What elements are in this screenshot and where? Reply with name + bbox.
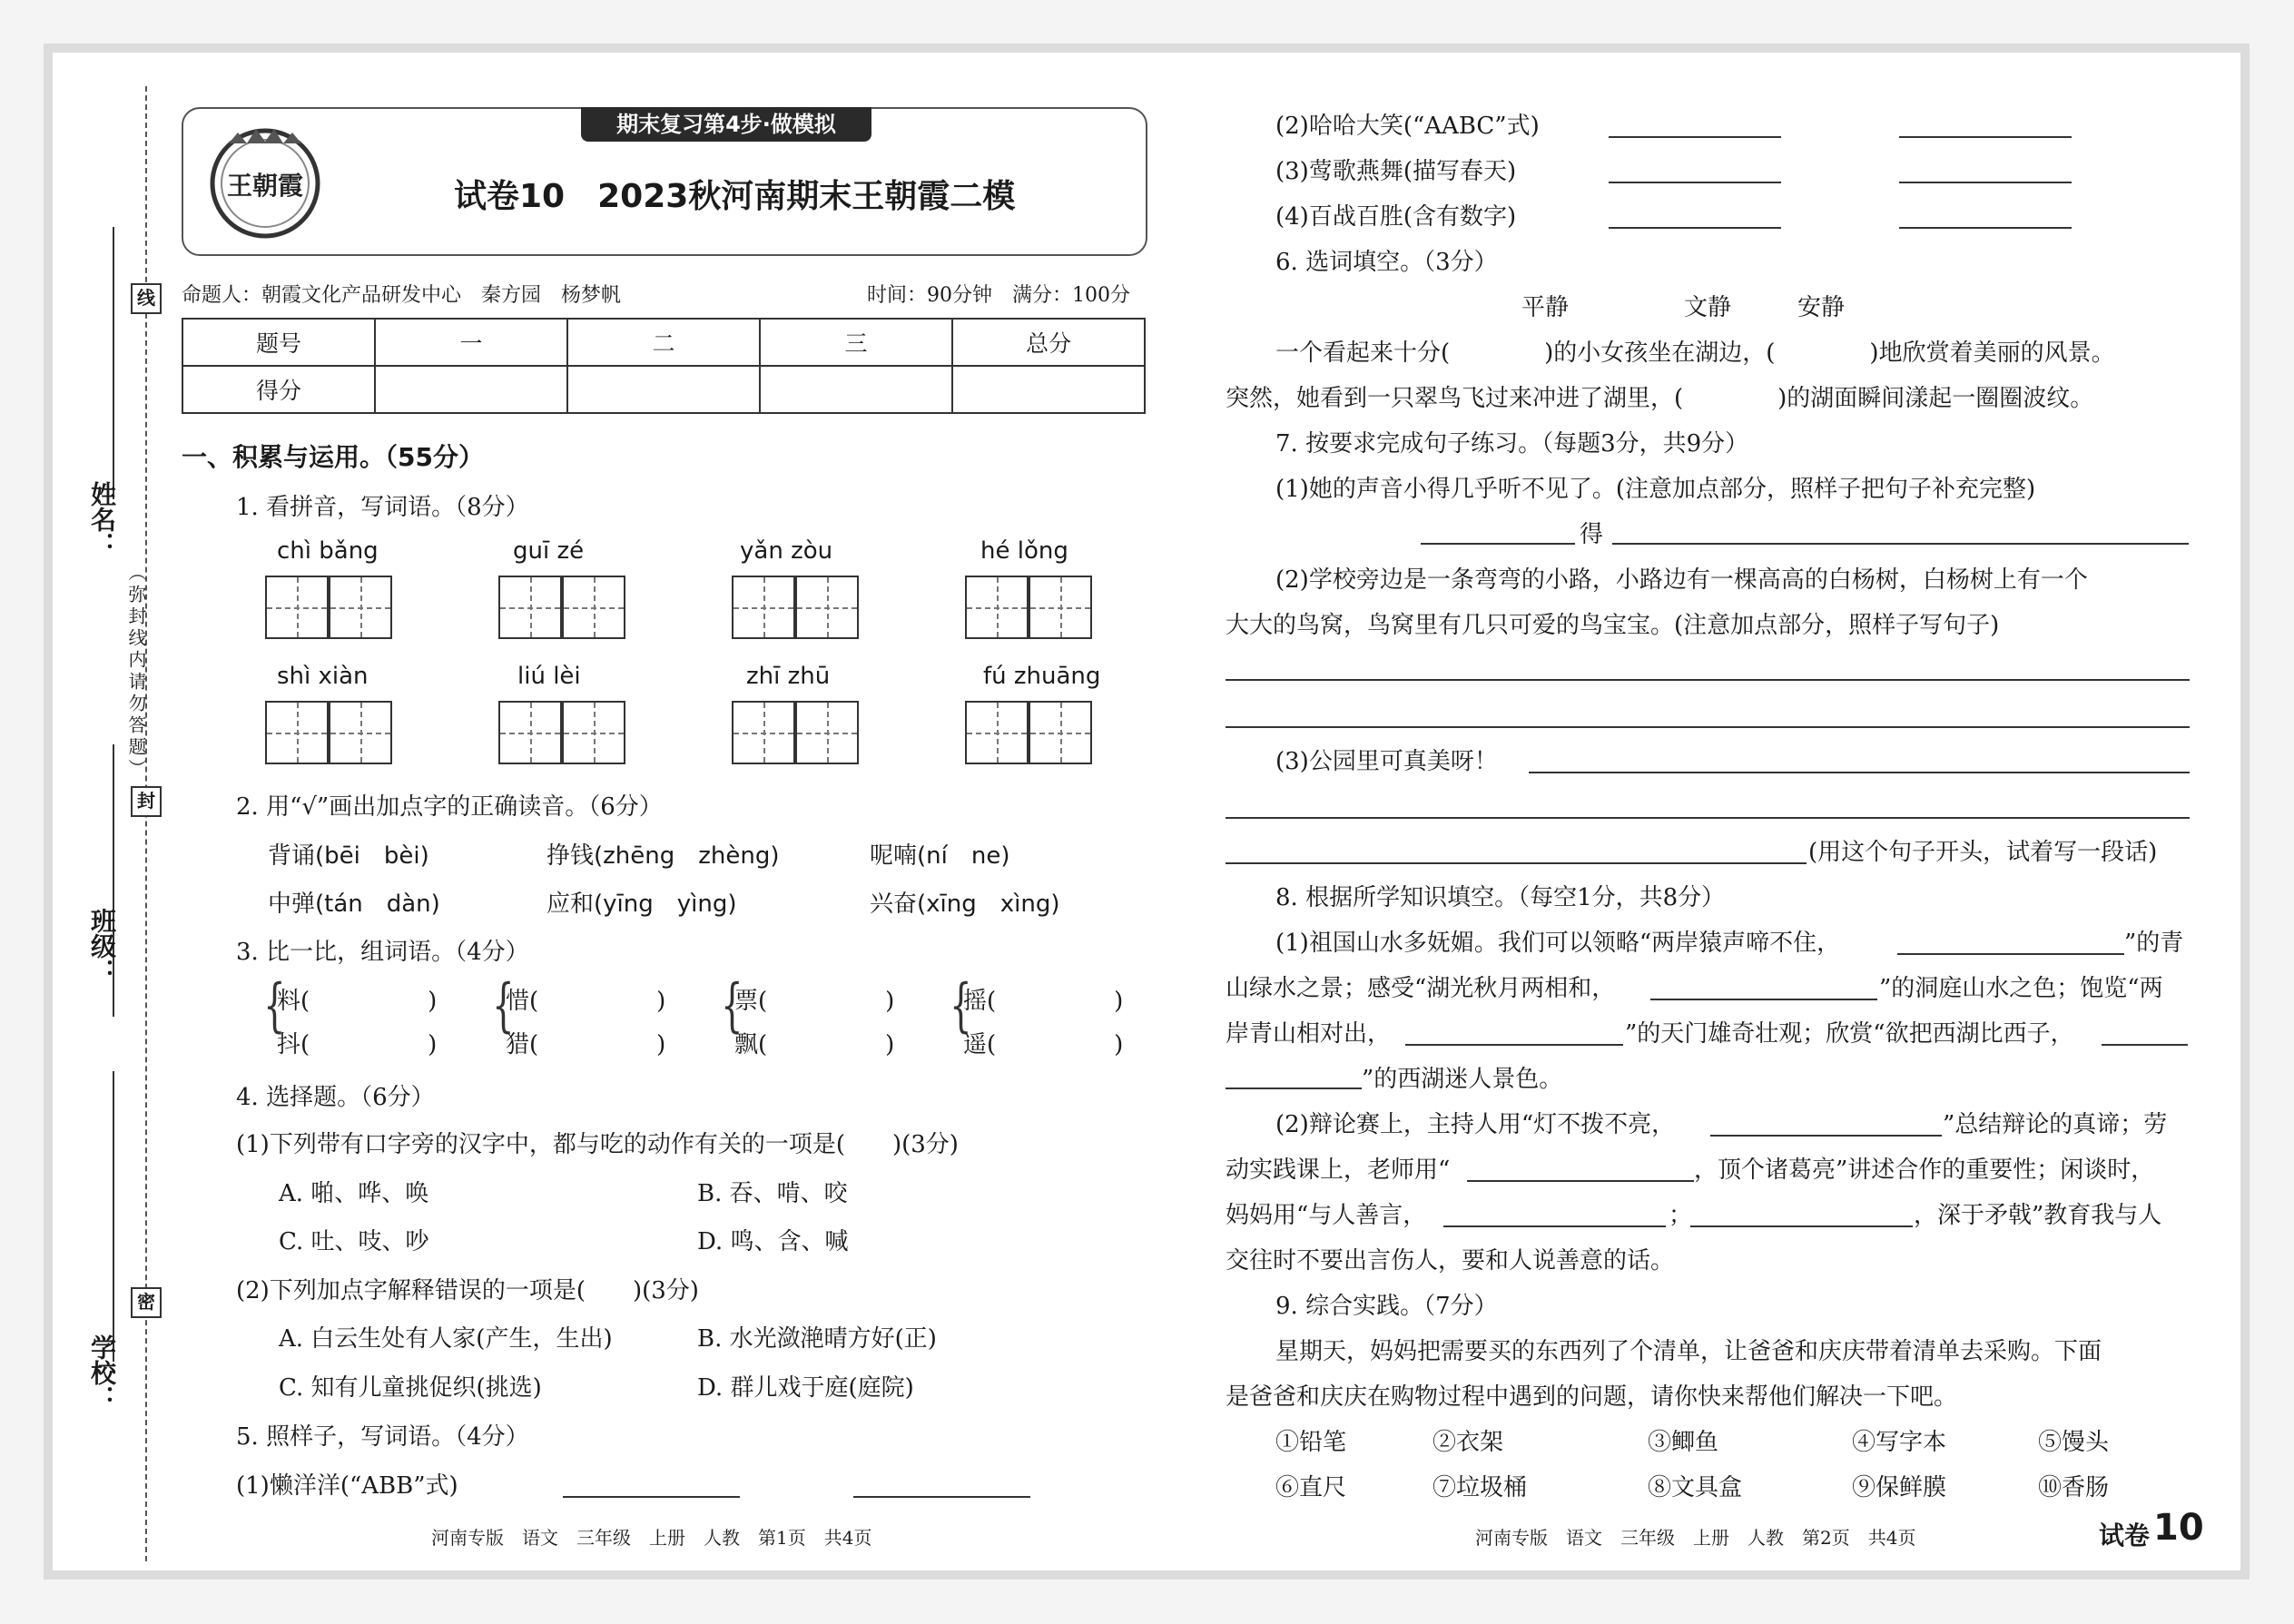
score-cell[interactable] <box>952 366 1145 413</box>
writing-box[interactable] <box>329 576 392 639</box>
footer-left: 河南专版 语文 三年级 上册 人教 第1页 共4页 <box>431 1527 872 1549</box>
q2-heading: 2. 用“√”画出加点字的正确读音。（6分） <box>236 793 663 821</box>
writing-box[interactable] <box>795 576 859 639</box>
pinyin-1: chì bǎng <box>277 537 379 565</box>
q2-item[interactable]: 挣钱(zhēng zhèng) <box>546 842 780 870</box>
answer-line[interactable] <box>1899 136 2072 138</box>
q6-word: 文静 <box>1684 294 1732 321</box>
brace: { <box>492 972 515 1039</box>
score-header-cell: 总分 <box>952 319 1145 366</box>
name-label: 姓名： <box>87 481 117 557</box>
writing-box[interactable] <box>732 576 795 639</box>
q4-2-option-c[interactable]: C. 知有儿童挑促织(挑选) <box>279 1374 542 1402</box>
answer-line[interactable] <box>1897 953 2124 955</box>
answer-line[interactable] <box>1467 1180 1694 1182</box>
q3-item[interactable]: 遥( ) <box>963 1031 1124 1058</box>
q8-line6: 动实践课上，老师用“ <box>1226 1156 1451 1184</box>
writing-box[interactable] <box>1029 576 1092 639</box>
section-1-heading: 一、积累与运用。（55分） <box>182 442 484 472</box>
score-table <box>182 318 1146 414</box>
school-line <box>113 1071 114 1362</box>
writing-box[interactable] <box>562 576 625 639</box>
q7-3: (3)公园里可真美呀！ <box>1275 748 1498 775</box>
q2-item[interactable]: 背诵(bēi bèi) <box>268 842 429 870</box>
writing-box[interactable] <box>329 701 392 764</box>
q8-line5-end: ”总结辩论的真谛；劳 <box>1943 1111 2168 1138</box>
q4-2-option-b[interactable]: B. 水光潋滟晴方好(正) <box>697 1325 937 1353</box>
q8-line1: (1)祖国山水多妩媚。我们可以领略“两岸猿声啼不住， <box>1275 930 1841 957</box>
q6-word: 平静 <box>1521 294 1570 321</box>
list-item: ①铅笔 <box>1275 1429 1347 1456</box>
q3-item[interactable]: 票( ) <box>734 988 895 1015</box>
name-line <box>113 227 114 499</box>
q6-para-1: 一个看起来十分( )的小女孩坐在湖边，( )地欣赏着美丽的风景。 <box>1275 340 2115 367</box>
pinyin-5: shì xiàn <box>277 663 369 690</box>
q8-line4-end: ”的西湖迷人景色。 <box>1362 1066 1563 1093</box>
paper-number-label: 试卷 <box>2099 1521 2151 1550</box>
q2-item[interactable]: 呢喃(ní ne) <box>870 842 1010 870</box>
q7-3-note: (用这个句子开头，试着写一段话) <box>1808 839 2158 866</box>
q5-1: (1)懒洋洋(“ABB”式) <box>236 1472 458 1500</box>
q8-line2-end: ”的洞庭山水之色；饱览“两 <box>1879 975 2163 1002</box>
q9-para-2: 是爸爸和庆庆在购物过程中遇到的问题，请你快来帮他们解决一下吧。 <box>1226 1383 1958 1411</box>
q2-item[interactable]: 中弹(tán dàn) <box>268 891 440 918</box>
q5-4: (4)百战百胜(含有数字) <box>1275 203 1517 231</box>
list-item: ④写字本 <box>1852 1429 1947 1456</box>
q5-heading: 5. 照样子，写词语。（4分） <box>236 1423 529 1451</box>
q7-1-de: 得 <box>1580 521 1604 548</box>
q4-1-option-b[interactable]: B. 吞、啃、咬 <box>697 1180 848 1207</box>
seal-feng: 封 <box>131 786 162 817</box>
q3-item[interactable]: 抖( ) <box>277 1031 438 1058</box>
q5-3: (3)莺歌燕舞(描写春天) <box>1275 158 1517 185</box>
q2-item[interactable]: 兴奋(xīng xìng) <box>870 891 1060 918</box>
writing-box[interactable] <box>265 576 329 639</box>
q4-2-option-a[interactable]: A. 白云生处有人家(产生，生出) <box>279 1325 613 1353</box>
q8-line3: 岸青山相对出， <box>1226 1020 1392 1048</box>
paper-number: 10 <box>2153 1507 2204 1549</box>
q9-para-1: 星期天，妈妈把需要买的东西列了个清单，让爸爸和庆庆带着清单去采购。下面 <box>1275 1338 2102 1365</box>
score-cell[interactable] <box>567 366 760 413</box>
pinyin-8: fú zhuāng <box>983 663 1101 690</box>
answer-line[interactable] <box>1226 862 1807 864</box>
q3-heading: 3. 比一比，组词语。（4分） <box>236 939 529 966</box>
score-header-cell: 三 <box>760 319 952 366</box>
list-item: ⑨保鲜膜 <box>1852 1474 1947 1501</box>
time-score: 时间：90分钟 满分：100分 <box>867 284 1130 307</box>
q8-line3-end: ”的天门雄奇壮观；欣赏“欲把西湖比西子， <box>1625 1020 2074 1048</box>
list-item: ⑤馒头 <box>2038 1429 2110 1456</box>
pinyin-4: hé lǒng <box>980 537 1068 565</box>
school-label: 学校： <box>87 1334 117 1411</box>
q1-heading: 1. 看拼音，写词语。（8分） <box>236 494 529 521</box>
answer-line[interactable] <box>1421 543 1575 545</box>
q8-line6-end: ，顶个诸葛亮”讲述合作的重要性；闲谈时， <box>1694 1156 2155 1184</box>
answer-line[interactable] <box>1443 1225 1666 1227</box>
q2-item[interactable]: 应和(yīng yìng) <box>546 891 737 918</box>
q8-line7: 妈妈用“与人善言， <box>1226 1202 1427 1229</box>
binding-note: （弥封线内请勿答题） <box>125 563 147 781</box>
footer-right: 河南专版 语文 三年级 上册 人教 第2页 共4页 <box>1475 1527 1916 1549</box>
pinyin-3: yǎn zòu <box>740 537 833 565</box>
score-cell[interactable] <box>760 366 952 413</box>
answer-line[interactable] <box>563 1496 740 1498</box>
list-item: ③鲫鱼 <box>1648 1429 1719 1456</box>
q8-line1-end: ”的青 <box>2124 930 2184 957</box>
q4-heading: 4. 选择题。（6分） <box>236 1084 435 1111</box>
writing-box[interactable] <box>965 701 1029 764</box>
q4-1-option-d[interactable]: D. 鸣、含、喊 <box>697 1228 849 1255</box>
score-header-cell: 题号 <box>182 319 375 366</box>
q4-1-option-a[interactable]: A. 啪、哗、唤 <box>279 1180 429 1207</box>
pinyin-2: guī zé <box>513 537 585 565</box>
q4-1-option-c[interactable]: C. 吐、吱、吵 <box>279 1228 429 1255</box>
answer-line[interactable] <box>1690 1225 1913 1227</box>
writing-box[interactable] <box>265 701 329 764</box>
svg-text:王朝霞: 王朝霞 <box>226 171 304 201</box>
q4-1-stem: (1)下列带有口字旁的汉字中，都与吃的动作有关的一项是( )(3分) <box>236 1131 959 1158</box>
q5-2: (2)哈哈大笑(“AABC”式) <box>1275 113 1540 140</box>
q3-item[interactable]: 料( ) <box>277 988 438 1015</box>
answer-line[interactable] <box>1899 227 2072 229</box>
q4-2-option-d[interactable]: D. 群儿戏于庭(庭院) <box>697 1374 914 1402</box>
writing-box[interactable] <box>562 701 625 764</box>
q4-2-stem: (2)下列加点字解释错误的一项是( )(3分) <box>236 1277 699 1304</box>
answer-line[interactable] <box>1226 1088 1362 1089</box>
q6-para-2: 突然，她看到一只翠鸟飞过来冲进了湖里，( )的湖面瞬间漾起一圈圈波纹。 <box>1226 385 2094 412</box>
seal-mi: 密 <box>131 1287 162 1318</box>
q8-line8: 交往时不要出言伤人，要和人说善意的话。 <box>1226 1247 1675 1275</box>
q8-line2: 山绿水之景；感受“湖光秋月两相和， <box>1226 975 1616 1002</box>
brace: { <box>263 972 286 1039</box>
writing-box[interactable] <box>1029 701 1092 764</box>
score-label-cell: 得分 <box>182 366 375 413</box>
list-item: ⑧文具盒 <box>1648 1474 1743 1501</box>
list-item: ⑦垃圾桶 <box>1433 1474 1528 1501</box>
step-tab: 期末复习第4步·做模拟 <box>581 107 871 142</box>
pinyin-7: zhī zhū <box>746 663 831 690</box>
list-item: ⑩香肠 <box>2038 1474 2110 1501</box>
score-header-cell: 二 <box>567 319 760 366</box>
q7-1: (1)她的声音小得几乎听不见了。(注意加点部分，照样子把句子补充完整) <box>1275 476 2036 503</box>
writing-box[interactable] <box>965 576 1029 639</box>
answer-line[interactable] <box>1710 1135 1942 1137</box>
q3-item[interactable]: 摇( ) <box>963 988 1124 1015</box>
list-item: ⑥直尺 <box>1275 1474 1347 1501</box>
brace: { <box>721 972 743 1039</box>
q9-heading: 9. 综合实践。（7分） <box>1275 1293 1498 1320</box>
answer-line[interactable] <box>1226 817 2190 819</box>
answer-line[interactable] <box>1226 726 2190 728</box>
score-cell[interactable] <box>375 366 567 413</box>
brace: { <box>950 972 972 1039</box>
writing-box[interactable] <box>498 576 562 639</box>
q8-line5: (2)辩论赛上，主持人用“灯不拨不亮， <box>1275 1111 1676 1138</box>
q7-2-line1: (2)学校旁边是一条弯弯的小路，小路边有一棵高高的白杨树，白杨树上有一个 <box>1275 566 2088 594</box>
answer-line[interactable] <box>1650 999 1877 1000</box>
list-item: ②衣架 <box>1433 1429 1504 1456</box>
class-label: 班级： <box>87 908 117 984</box>
writing-box[interactable] <box>795 701 859 764</box>
answer-line[interactable] <box>1612 543 2189 545</box>
q7-heading: 7. 按要求完成句子练习。（每题3分，共9分） <box>1275 430 1749 458</box>
writing-box[interactable] <box>498 701 562 764</box>
q6-heading: 6. 选词填空。（3分） <box>1275 249 1498 276</box>
q3-item[interactable]: 飘( ) <box>734 1031 895 1058</box>
q3-item[interactable]: 猎( ) <box>506 1031 666 1058</box>
answer-line[interactable] <box>1609 182 1781 183</box>
answer-line[interactable] <box>1405 1044 1623 1046</box>
paper-title: 试卷10 2023秋河南期末王朝霞二模 <box>454 178 1016 215</box>
answer-line[interactable] <box>853 1496 1030 1498</box>
seal-xian: 线 <box>131 283 162 314</box>
q8-line7-end: ，深于矛戟”教育我与人 <box>1914 1202 2162 1229</box>
q7-2-line2: 大大的鸟窝，鸟窝里有几只可爱的鸟宝宝。(注意加点部分，照样子写句子) <box>1226 612 2000 639</box>
q8-heading: 8. 根据所学知识填空。（每空1分，共8分） <box>1275 884 1726 911</box>
q3-item[interactable]: 惜( ) <box>506 988 666 1015</box>
answer-line[interactable] <box>2102 1044 2188 1046</box>
score-header-cell: 一 <box>375 319 567 366</box>
answer-line[interactable] <box>1226 679 2190 681</box>
pinyin-6: liú lèi <box>517 663 581 690</box>
answer-line[interactable] <box>1529 772 2190 773</box>
answer-line[interactable] <box>1609 136 1781 138</box>
q6-word: 安静 <box>1797 294 1846 321</box>
brand-logo-icon <box>202 116 329 243</box>
authors: 命题人：朝霞文化产品研发中心 秦方园 杨梦帆 <box>182 284 622 307</box>
writing-box[interactable] <box>732 701 795 764</box>
answer-line[interactable] <box>1609 227 1781 229</box>
q8-line7-sep: ； <box>1669 1202 1693 1229</box>
answer-line[interactable] <box>1899 182 2072 183</box>
